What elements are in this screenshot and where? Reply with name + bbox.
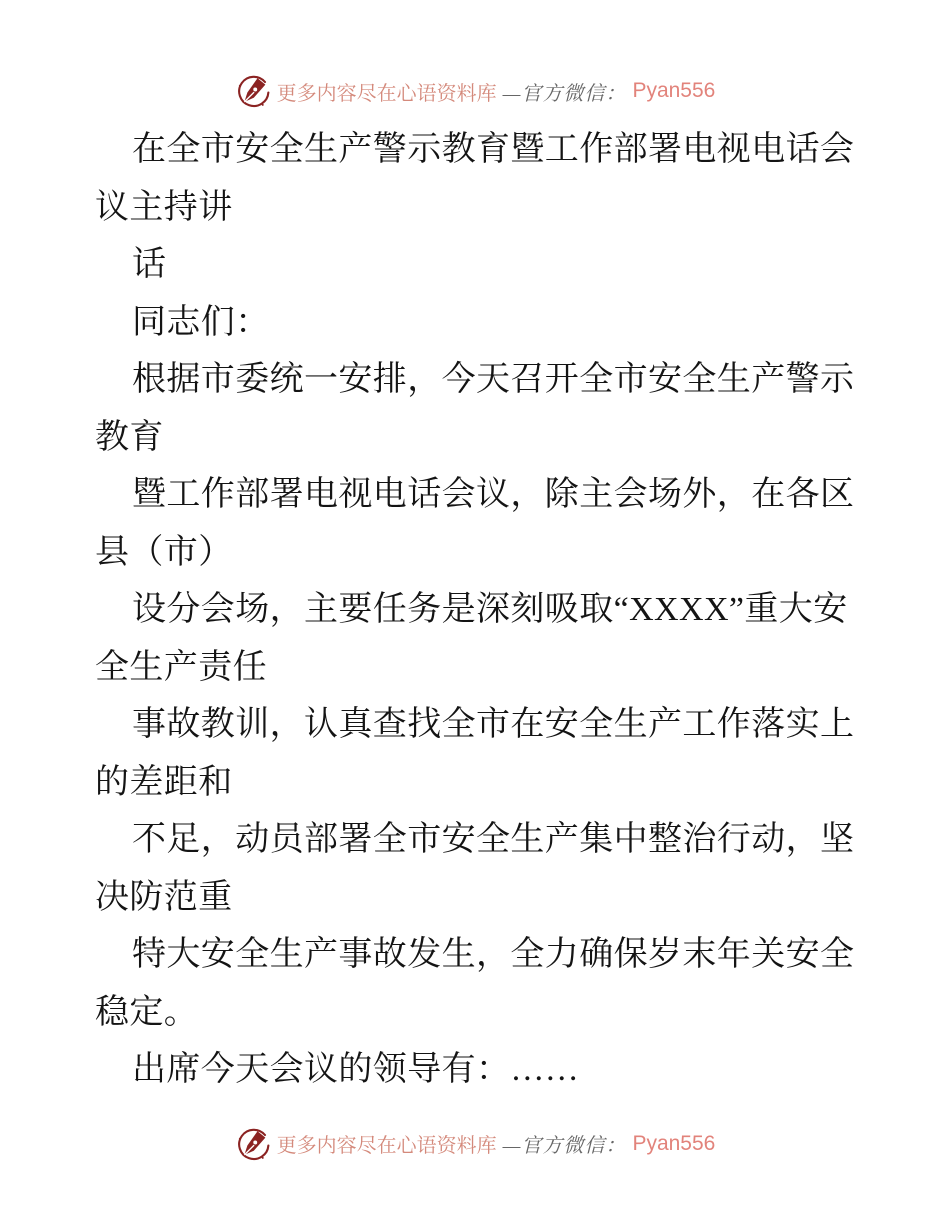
text-line: 决防范重	[95, 878, 233, 916]
text-line: 同志们：	[132, 303, 270, 341]
text-line: 的差距和	[95, 763, 233, 801]
watermark-wechat-id: Pyan556	[632, 1131, 716, 1155]
text-line: 出席今天会议的领导有：……	[132, 1051, 580, 1088]
text-line: 教育	[95, 418, 164, 456]
text-line: 设分会场，主要任务是深刻吸取“XXXX”重大安	[132, 591, 848, 628]
text-line: 话	[132, 246, 167, 283]
text-line: 事故教训，认真查找全市在安全生产工作落实上	[132, 706, 855, 743]
pen-nib-circle-icon	[235, 1126, 271, 1162]
watermark-wechat-id: Pyan556	[632, 79, 716, 102]
pen-nib-circle-icon	[235, 73, 271, 109]
watermark-brand-text: 更多内容尽在心语资料库	[276, 1135, 497, 1157]
text-line: 议主持讲	[95, 188, 233, 226]
header-watermark	[0, 66, 950, 116]
watermark-wechat-label: —官方微信：	[502, 1135, 627, 1157]
text-line: 不足，动员部署全市安全生产集中整治行动，坚	[132, 821, 855, 858]
text-line: 暨工作部署电视电话会议，除主会场外，在各区	[132, 476, 855, 513]
text-line: 全生产责任	[95, 648, 267, 686]
text-line: 特大安全生产事故发生，全力确保岁末年关安全	[132, 936, 855, 973]
text-line: 稳定。	[95, 993, 199, 1031]
footer-watermark	[0, 1119, 950, 1169]
watermark-wechat-label: —官方微信：	[502, 82, 627, 105]
text-line: 在全市安全生产警示教育暨工作部署电视电话会	[132, 131, 855, 168]
watermark-brand-text: 更多内容尽在心语资料库	[276, 82, 497, 105]
text-line: 县（市）	[95, 533, 233, 571]
document-body	[95, 121, 855, 1099]
text-line: 根据市委统一安排，今天召开全市安全生产警示	[132, 361, 855, 398]
